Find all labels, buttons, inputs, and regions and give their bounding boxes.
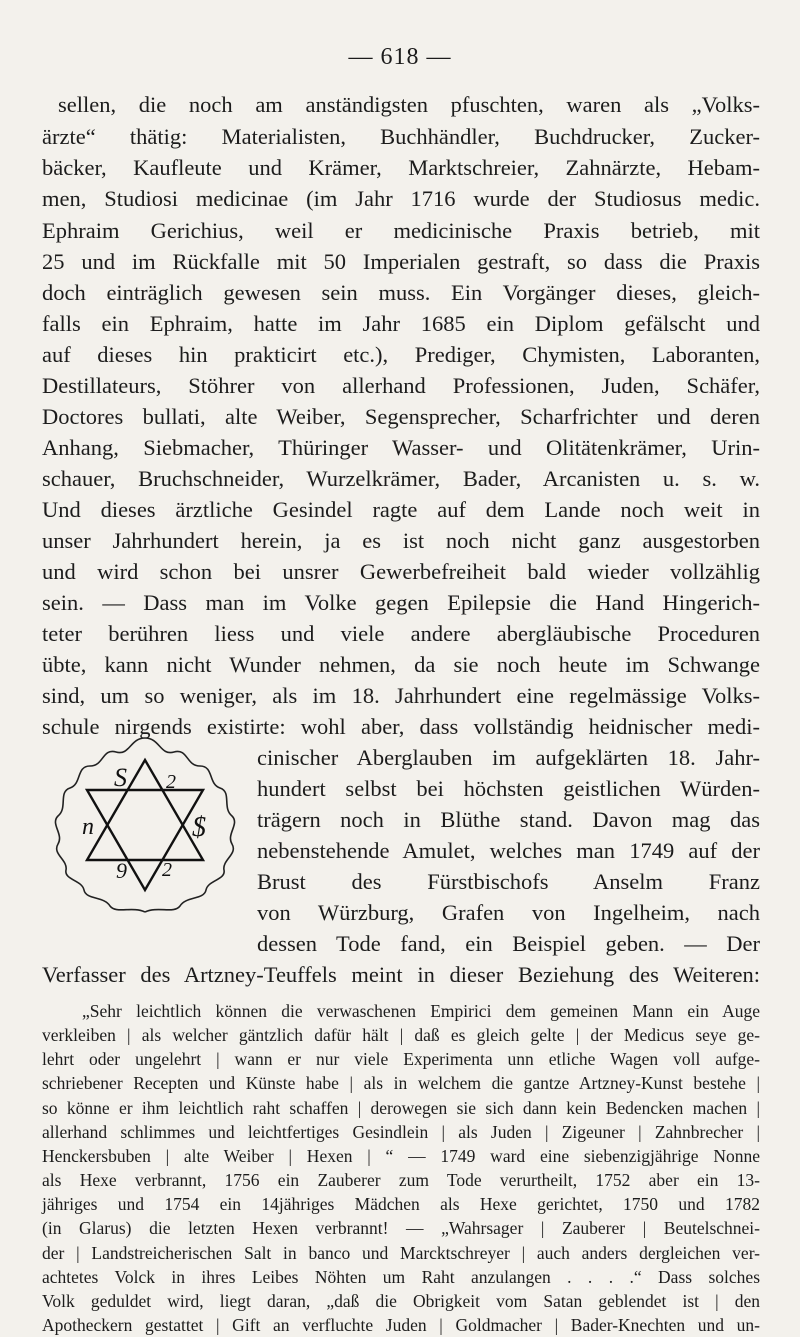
quote-line: jähriges und 1754 ein 14jähriges Mädchen als Hexe gerichtet, 1750 und 1782 (42, 1194, 760, 1215)
quote-line: Henckersbuben | alte Weiber | Hexen | “ — 1749 ward eine siebenzigjährige Nonne (42, 1145, 760, 1166)
quote-line: der | Landstreicherischen Salt in banco und Marcktschreyer | auch anders dergleichen ver- (42, 1242, 760, 1263)
text-line: auf dieses hin prakticirt etc.), Prediger, Chymisten, Laboranten, (42, 342, 760, 367)
text-line: Doctores bullati, alte Weiber, Segensprecher, Scharfrichter und deren (42, 404, 760, 429)
quote-line: so könne er ihm leichtlich raht schaffen | derowegen sie sich dann kein Bedencken machen | (42, 1097, 760, 1118)
amulet-symbol: S (114, 763, 127, 792)
text-line: Anhang, Siebmacher, Thüringer Wasser- und Olitätenkrämer, Urin- (42, 435, 760, 460)
quote-line: Volk geduldet wird, liegt daran, „daß die Obrigkeit vom Satan geblendet ist | den (42, 1290, 760, 1311)
text-line: nebenstehende Amulet, welches man 1749 auf der (257, 838, 760, 863)
amulet-symbol: 2 (166, 771, 176, 793)
text-line: 25 und im Rückfalle mit 50 Imperialen gestraft, so dass die Praxis (42, 249, 760, 274)
quote-line: lehrt oder ungelehrt | wann er nur viele Experimenta unn etliche Wagen voll aufge- (42, 1049, 760, 1070)
amulet-symbol: $ (192, 812, 206, 843)
text-line: und wird schon bei unsrer Gewerbefreiheit bald wieder vollzählig (42, 559, 760, 584)
text-line: Ephraim Gerichius, weil er medicinische Praxis betrieb, mit (42, 218, 760, 243)
quote-line: verkleiben | als welcher gäntzlich dafür hält | daß es gleich gelte | der Medicus seye ge- (42, 1025, 760, 1046)
page-number: — 618 — (348, 44, 452, 70)
text-line: Destillateurs, Stöhrer von allerhand Professionen, Juden, Schäfer, (42, 373, 760, 398)
amulet-illustration (46, 730, 244, 920)
text-line: doch einträglich gewesen sein muss. Ein Vorgänger dieses, gleich- (42, 280, 760, 305)
quote-line: Apotheckern gestattet | Gift an verfluchte Juden | Goldmacher | Bader-Knechten und un- (42, 1315, 760, 1335)
text-line: men, Studiosi medicinae (im Jahr 1716 wurde der Studiosus medic. (42, 186, 760, 211)
text-line: hundert selbst bei höchsten geistlichen Würden- (257, 776, 760, 801)
amulet-symbol: n (82, 814, 94, 840)
text-line: schauer, Bruchschneider, Wurzelkrämer, Bader, Arcanisten u. s. w. (42, 466, 760, 491)
quote-line: achtetes Volck in ihres Leibes Nöhten um Raht anzulangen . . . .“ Dass solches (42, 1266, 760, 1287)
text-line: übte, kann nicht Wunder nehmen, da sie noch heute im Schwange (42, 652, 760, 677)
quote-line: schriebener Recepten und Künste habe | als in welchem die gantze Artzney-Kunst bestehe | (42, 1073, 760, 1094)
amulet-symbol: 2 (162, 859, 172, 881)
text-line: ärzte“ thätig: Materialisten, Buchhändler, Buchdrucker, Zucker- (42, 124, 760, 149)
quote-line: „Sehr leichtlich können die verwaschenen Empirici dem gemeinen Mann ein Auge (82, 1001, 760, 1021)
text-line: von Würzburg, Grafen von Ingelheim, nach (257, 900, 760, 925)
text-line: Verfasser des Artzney-Teuffels meint in dieser Beziehung des Weiteren: (42, 962, 760, 987)
quote-line: allerhand schlimmes und leichtfertiges Gesindlein | als Juden | Zigeuner | Zahnbrecher | (42, 1121, 760, 1142)
amulet-symbol: 9 (116, 858, 127, 883)
text-line: unser Jahrhundert herein, ja es ist noch nicht ganz ausgestorben (42, 528, 760, 553)
text-line: sind, um so weniger, als im 18. Jahrhundert eine regelmässige Volks- (42, 683, 760, 708)
text-line: trägern noch in Blüthe stand. Davon mag das (257, 807, 760, 832)
text-line: Und dieses ärztliche Gesindel ragte auf dem Lande noch weit in (42, 497, 760, 522)
quote-line: als Hexe verbrannt, 1756 ein Zauberer zum Tode verurtheilt, 1752 aber ein 13- (42, 1170, 760, 1191)
text-line: Brust des Fürstbischofs Anselm Franz (257, 869, 760, 894)
quote-line: (in Glarus) die letzten Hexen verbrannt! — „Wahrsager | Zauberer | Beutelschnei- (42, 1218, 760, 1239)
text-line: dessen Tode fand, ein Beispiel geben. — Der (257, 931, 760, 956)
text-line: sein. — Dass man im Volke gegen Epilepsie die Hand Hingerich- (42, 590, 760, 615)
text-line: teter berühren liess und viele andere abergläubische Proceduren (42, 621, 760, 646)
text-line: bäcker, Kaufleute und Krämer, Marktschreier, Zahnärzte, Hebam- (42, 155, 760, 180)
text-line: cinischer Aberglauben im aufgeklärten 18. Jahr- (257, 745, 760, 770)
text-line: sellen, die noch am anständigsten pfuschten, waren als „Volks- (58, 92, 760, 117)
text-line: schule nirgends existirte: wohl aber, dass vollständig heidnischer medi- (42, 714, 760, 739)
text-line: falls ein Ephraim, hatte im Jahr 1685 ein Diplom gefälscht und (42, 311, 760, 336)
